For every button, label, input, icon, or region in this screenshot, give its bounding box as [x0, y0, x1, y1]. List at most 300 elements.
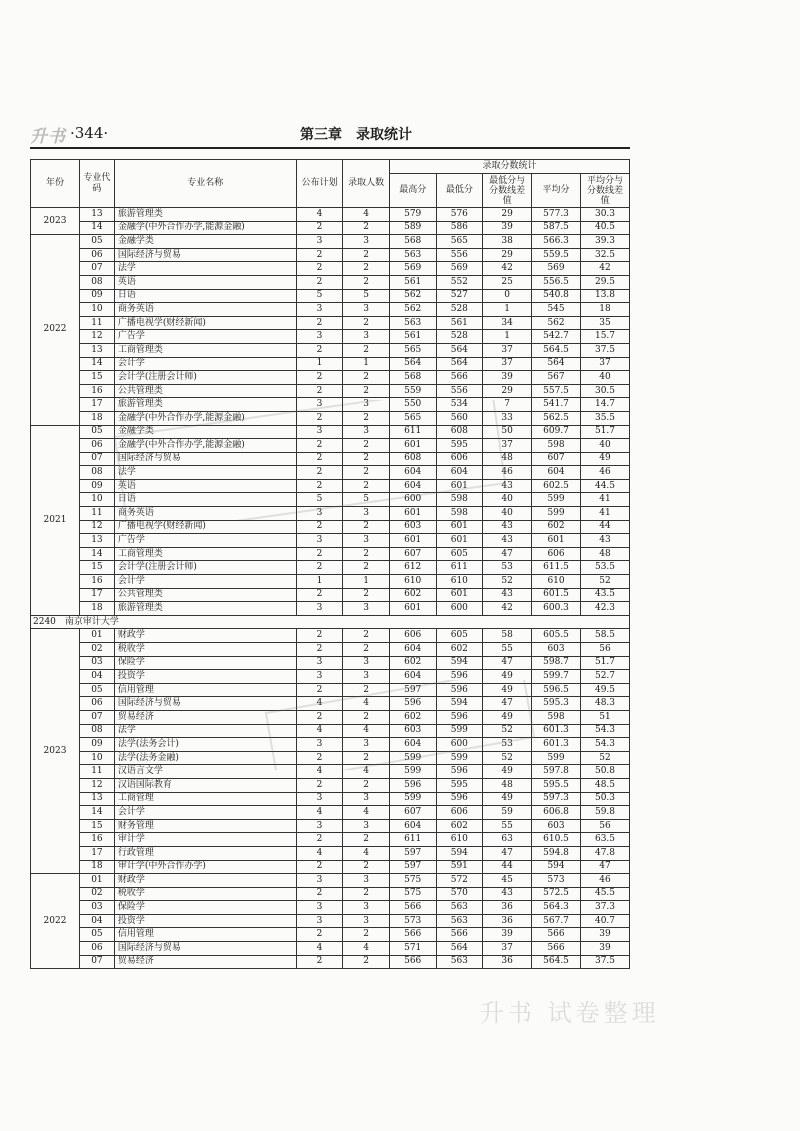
- cell-name: 公共管理类: [114, 588, 296, 602]
- cell-admitted: 2: [343, 588, 390, 602]
- table-row: [31, 479, 630, 493]
- cell-name: 广播电视学(财经新闻): [114, 520, 296, 534]
- cell-min: 564: [436, 942, 483, 956]
- cell-max: 563: [389, 316, 436, 330]
- cell-avg: 569: [532, 262, 581, 276]
- cell-code: 03: [79, 656, 114, 670]
- cell-max: 597: [389, 860, 436, 874]
- cell-name: 金融学类: [114, 425, 296, 439]
- cell-plan: 2: [296, 928, 343, 942]
- cell-admitted: 1: [343, 575, 390, 589]
- cell-max: 596: [389, 697, 436, 711]
- table-row: [31, 738, 630, 752]
- cell-min-diff: 34: [483, 316, 532, 330]
- cell-code: 08: [79, 724, 114, 738]
- cell-admitted: 2: [343, 343, 390, 357]
- table-row: [31, 411, 630, 425]
- cell-max: 611: [389, 833, 436, 847]
- cell-min: 600: [436, 602, 483, 616]
- cell-plan: 2: [296, 547, 343, 561]
- cell-avg: 566: [532, 928, 581, 942]
- cell-admitted: 3: [343, 738, 390, 752]
- cell-code: 08: [79, 466, 114, 480]
- cell-max: 566: [389, 901, 436, 915]
- table-row: [31, 806, 630, 820]
- table-row: [31, 534, 630, 548]
- cell-max: 571: [389, 942, 436, 956]
- cell-code: 14: [79, 806, 114, 820]
- table-row: [31, 371, 630, 385]
- cell-avg-diff: 56: [581, 819, 630, 833]
- table-row: [31, 697, 630, 711]
- cell-avg: 564.3: [532, 901, 581, 915]
- year-cell: 2023: [31, 629, 80, 874]
- cell-min-diff: 36: [483, 914, 532, 928]
- cell-avg: 599.7: [532, 670, 581, 684]
- cell-min-diff: 36: [483, 955, 532, 969]
- cell-plan: 2: [296, 479, 343, 493]
- cell-admitted: 2: [343, 955, 390, 969]
- cell-code: 13: [79, 792, 114, 806]
- cell-min-diff: 55: [483, 643, 532, 657]
- cell-avg-diff: 44.5: [581, 479, 630, 493]
- table-row: [31, 778, 630, 792]
- cell-max: 602: [389, 656, 436, 670]
- cell-min-diff: 29: [483, 208, 532, 222]
- cell-admitted: 2: [343, 928, 390, 942]
- cell-name: 审计学(中外合作办学): [114, 860, 296, 874]
- cell-admitted: 5: [343, 493, 390, 507]
- cell-avg-diff: 47: [581, 860, 630, 874]
- cell-min-diff: 39: [483, 221, 532, 235]
- col-min-diff: 最低分与分数线差值: [483, 174, 532, 208]
- cell-avg: 559.5: [532, 248, 581, 262]
- cell-max: 597: [389, 683, 436, 697]
- cell-max: 611: [389, 425, 436, 439]
- cell-avg: 600.3: [532, 602, 581, 616]
- cell-avg-diff: 58.5: [581, 629, 630, 643]
- cell-max: 599: [389, 792, 436, 806]
- cell-min: 552: [436, 275, 483, 289]
- cell-avg-diff: 37.5: [581, 955, 630, 969]
- cell-min: 598: [436, 493, 483, 507]
- cell-avg-diff: 52: [581, 751, 630, 765]
- cell-plan: 2: [296, 316, 343, 330]
- cell-plan: 3: [296, 738, 343, 752]
- cell-admitted: 3: [343, 819, 390, 833]
- cell-plan: 3: [296, 792, 343, 806]
- cell-avg-diff: 18: [581, 303, 630, 317]
- cell-avg: 610.5: [532, 833, 581, 847]
- cell-name: 审计学: [114, 833, 296, 847]
- cell-avg: 545: [532, 303, 581, 317]
- cell-min: 604: [436, 466, 483, 480]
- cell-min: 576: [436, 208, 483, 222]
- cell-min: 566: [436, 928, 483, 942]
- cell-min-diff: 55: [483, 819, 532, 833]
- cell-plan: 2: [296, 452, 343, 466]
- cell-avg-diff: 39.3: [581, 235, 630, 249]
- cell-name: 汉语国际教育: [114, 778, 296, 792]
- cell-avg: 566.3: [532, 235, 581, 249]
- table-row: [31, 683, 630, 697]
- cell-min-diff: 7: [483, 398, 532, 412]
- cell-avg-diff: 39: [581, 928, 630, 942]
- cell-name: 工商管理: [114, 792, 296, 806]
- cell-avg-diff: 40: [581, 439, 630, 453]
- cell-min-diff: 52: [483, 575, 532, 589]
- cell-max: 602: [389, 588, 436, 602]
- cell-name: 行政管理: [114, 846, 296, 860]
- cell-avg: 564.5: [532, 955, 581, 969]
- cell-plan: 3: [296, 901, 343, 915]
- cell-plan: 2: [296, 384, 343, 398]
- cell-plan: 4: [296, 724, 343, 738]
- table-row: [31, 208, 630, 222]
- cell-plan: 3: [296, 398, 343, 412]
- cell-admitted: 1: [343, 357, 390, 371]
- cell-avg: 540.8: [532, 289, 581, 303]
- page-number: ·344·: [70, 124, 109, 142]
- cell-max: 610: [389, 575, 436, 589]
- cell-code: 12: [79, 520, 114, 534]
- cell-avg: 599: [532, 751, 581, 765]
- cell-avg: 603: [532, 643, 581, 657]
- table-row: [31, 425, 630, 439]
- cell-avg-diff: 46: [581, 466, 630, 480]
- cell-avg: 556.5: [532, 275, 581, 289]
- col-plan: 公布计划: [296, 160, 343, 208]
- cell-min-diff: 37: [483, 942, 532, 956]
- cell-admitted: 5: [343, 289, 390, 303]
- cell-admitted: 2: [343, 710, 390, 724]
- cell-code: 14: [79, 357, 114, 371]
- cell-min: 565: [436, 235, 483, 249]
- cell-min: 605: [436, 629, 483, 643]
- cell-admitted: 2: [343, 643, 390, 657]
- cell-min-diff: 1: [483, 330, 532, 344]
- cell-plan: 4: [296, 846, 343, 860]
- cell-max: 573: [389, 914, 436, 928]
- cell-code: 08: [79, 275, 114, 289]
- cell-admitted: 2: [343, 751, 390, 765]
- cell-code: 09: [79, 738, 114, 752]
- cell-code: 16: [79, 833, 114, 847]
- cell-admitted: 4: [343, 724, 390, 738]
- cell-admitted: 3: [343, 792, 390, 806]
- table-row: [31, 439, 630, 453]
- cell-name: 税收学: [114, 643, 296, 657]
- table-row: [31, 316, 630, 330]
- cell-avg: 602: [532, 520, 581, 534]
- cell-plan: 2: [296, 833, 343, 847]
- cell-plan: 5: [296, 289, 343, 303]
- cell-name: 信用管理: [114, 683, 296, 697]
- table-row: [31, 629, 630, 643]
- cell-plan: 3: [296, 330, 343, 344]
- cell-avg-diff: 54.3: [581, 724, 630, 738]
- cell-plan: 2: [296, 710, 343, 724]
- cell-name: 广告学: [114, 534, 296, 548]
- cell-min: 602: [436, 643, 483, 657]
- table-row: [31, 819, 630, 833]
- cell-plan: 2: [296, 629, 343, 643]
- col-code: 专业代码: [79, 160, 114, 208]
- cell-max: 604: [389, 670, 436, 684]
- page-header: [30, 118, 630, 150]
- cell-min-diff: 43: [483, 887, 532, 901]
- cell-code: 12: [79, 330, 114, 344]
- cell-admitted: 3: [343, 507, 390, 521]
- cell-code: 05: [79, 235, 114, 249]
- cell-admitted: 3: [343, 914, 390, 928]
- cell-admitted: 2: [343, 887, 390, 901]
- cell-max: 566: [389, 928, 436, 942]
- cell-name: 旅游管理类: [114, 398, 296, 412]
- year-cell: 2021: [31, 425, 80, 615]
- cell-avg-diff: 35: [581, 316, 630, 330]
- cell-admitted: 3: [343, 303, 390, 317]
- cell-code: 06: [79, 439, 114, 453]
- cell-avg-diff: 40.7: [581, 914, 630, 928]
- cell-code: 06: [79, 248, 114, 262]
- cell-max: 575: [389, 874, 436, 888]
- cell-admitted: 3: [343, 534, 390, 548]
- cell-min-diff: 36: [483, 901, 532, 915]
- cell-min: 605: [436, 547, 483, 561]
- cell-max: 562: [389, 303, 436, 317]
- cell-max: 604: [389, 643, 436, 657]
- cell-name: 金融学(中外合作办学,能源金融): [114, 221, 296, 235]
- cell-max: 612: [389, 561, 436, 575]
- cell-admitted: 3: [343, 901, 390, 915]
- cell-min-diff: 0: [483, 289, 532, 303]
- cell-avg-diff: 63.5: [581, 833, 630, 847]
- cell-name: 国际经济与贸易: [114, 248, 296, 262]
- table-row: [31, 466, 630, 480]
- cell-name: 英语: [114, 275, 296, 289]
- cell-min-diff: 49: [483, 710, 532, 724]
- cell-plan: 4: [296, 765, 343, 779]
- cell-plan: 2: [296, 955, 343, 969]
- cell-admitted: 2: [343, 561, 390, 575]
- cell-name: 财政学: [114, 629, 296, 643]
- table-row: [31, 656, 630, 670]
- cell-admitted: 2: [343, 479, 390, 493]
- cell-code: 07: [79, 262, 114, 276]
- cell-avg-diff: 51: [581, 710, 630, 724]
- cell-min: 606: [436, 806, 483, 820]
- cell-avg-diff: 32.5: [581, 248, 630, 262]
- cell-min-diff: 1: [483, 303, 532, 317]
- cell-min-diff: 37: [483, 357, 532, 371]
- cell-min-diff: 29: [483, 384, 532, 398]
- cell-avg: 607: [532, 452, 581, 466]
- cell-avg-diff: 45.5: [581, 887, 630, 901]
- cell-min: 570: [436, 887, 483, 901]
- cell-avg: 601: [532, 534, 581, 548]
- cell-code: 17: [79, 846, 114, 860]
- cell-min: 564: [436, 343, 483, 357]
- cell-avg: 609.7: [532, 425, 581, 439]
- table-row: [31, 833, 630, 847]
- cell-avg: 562.5: [532, 411, 581, 425]
- cell-name: 汉语言文学: [114, 765, 296, 779]
- table-row: [31, 887, 630, 901]
- col-avg: 平均分: [532, 174, 581, 208]
- chapter-title: 第三章 录取统计: [300, 127, 412, 143]
- cell-name: 广告学: [114, 330, 296, 344]
- cell-avg-diff: 43: [581, 534, 630, 548]
- cell-min: 534: [436, 398, 483, 412]
- cell-min-diff: 58: [483, 629, 532, 643]
- cell-min-diff: 42: [483, 262, 532, 276]
- cell-avg: 567: [532, 371, 581, 385]
- table-row: [31, 792, 630, 806]
- cell-avg: 595.5: [532, 778, 581, 792]
- cell-avg: 562: [532, 316, 581, 330]
- cell-admitted: 2: [343, 411, 390, 425]
- cell-min-diff: 33: [483, 411, 532, 425]
- cell-code: 01: [79, 629, 114, 643]
- cell-min: 606: [436, 452, 483, 466]
- cell-min: 598: [436, 507, 483, 521]
- cell-plan: 2: [296, 860, 343, 874]
- table-row: [31, 561, 630, 575]
- cell-min: 599: [436, 751, 483, 765]
- cell-min: 556: [436, 384, 483, 398]
- cell-avg-diff: 59.8: [581, 806, 630, 820]
- cell-code: 13: [79, 343, 114, 357]
- cell-name: 国际经济与贸易: [114, 697, 296, 711]
- cell-max: 600: [389, 493, 436, 507]
- cell-name: 日语: [114, 289, 296, 303]
- cell-max: 599: [389, 751, 436, 765]
- cell-min: 610: [436, 833, 483, 847]
- cell-avg-diff: 14.7: [581, 398, 630, 412]
- col-name: 专业名称: [114, 160, 296, 208]
- cell-name: 税收学: [114, 887, 296, 901]
- table-row: [31, 724, 630, 738]
- cell-min: 594: [436, 656, 483, 670]
- cell-code: 09: [79, 479, 114, 493]
- cell-code: 06: [79, 942, 114, 956]
- cell-avg-diff: 56: [581, 643, 630, 657]
- cell-avg: 596.5: [532, 683, 581, 697]
- cell-admitted: 4: [343, 846, 390, 860]
- cell-max: 606: [389, 629, 436, 643]
- cell-avg-diff: 51.7: [581, 656, 630, 670]
- cell-avg-diff: 50.3: [581, 792, 630, 806]
- cell-max: 565: [389, 343, 436, 357]
- cell-admitted: 4: [343, 806, 390, 820]
- cell-admitted: 2: [343, 384, 390, 398]
- cell-admitted: 2: [343, 778, 390, 792]
- cell-max: 603: [389, 520, 436, 534]
- cell-plan: 3: [296, 914, 343, 928]
- cell-max: 608: [389, 452, 436, 466]
- cell-code: 17: [79, 398, 114, 412]
- cell-avg-diff: 13.8: [581, 289, 630, 303]
- table-row: [31, 303, 630, 317]
- cell-code: 01: [79, 874, 114, 888]
- cell-max: 601: [389, 602, 436, 616]
- cell-avg: 594: [532, 860, 581, 874]
- cell-min: 601: [436, 588, 483, 602]
- cell-name: 广播电视学(财经新闻): [114, 316, 296, 330]
- cell-avg-diff: 47.8: [581, 846, 630, 860]
- cell-max: 601: [389, 507, 436, 521]
- cell-plan: 1: [296, 575, 343, 589]
- cell-max: 604: [389, 479, 436, 493]
- cell-code: 13: [79, 208, 114, 222]
- cell-name: 财政学: [114, 874, 296, 888]
- cell-code: 11: [79, 765, 114, 779]
- cell-max: 607: [389, 806, 436, 820]
- cell-avg-diff: 48.3: [581, 697, 630, 711]
- cell-avg: 573: [532, 874, 581, 888]
- cell-code: 11: [79, 507, 114, 521]
- table-row: [31, 262, 630, 276]
- cell-code: 16: [79, 384, 114, 398]
- cell-avg-diff: 48.5: [581, 778, 630, 792]
- cell-plan: 3: [296, 602, 343, 616]
- cell-plan: 2: [296, 751, 343, 765]
- watermark-text: 升书 试卷整理: [480, 999, 660, 1027]
- cell-avg: 595.3: [532, 697, 581, 711]
- cell-admitted: 2: [343, 316, 390, 330]
- cell-min-diff: 49: [483, 765, 532, 779]
- table-row: [31, 221, 630, 235]
- cell-admitted: 3: [343, 670, 390, 684]
- cell-plan: 2: [296, 643, 343, 657]
- cell-min: 601: [436, 534, 483, 548]
- table-row: [31, 275, 630, 289]
- cell-admitted: 2: [343, 466, 390, 480]
- cell-plan: 3: [296, 235, 343, 249]
- cell-avg-diff: 52.7: [581, 670, 630, 684]
- col-admitted: 录取人数: [343, 160, 390, 208]
- cell-avg-diff: 35.5: [581, 411, 630, 425]
- cell-code: 11: [79, 316, 114, 330]
- table-row: [31, 330, 630, 344]
- cell-avg: 601.5: [532, 588, 581, 602]
- table-row: [31, 493, 630, 507]
- cell-min-diff: 43: [483, 534, 532, 548]
- cell-name: 日语: [114, 493, 296, 507]
- cell-avg-diff: 51.7: [581, 425, 630, 439]
- table-row: [31, 384, 630, 398]
- cell-avg: 567.7: [532, 914, 581, 928]
- cell-min-diff: 43: [483, 520, 532, 534]
- cell-name: 英语: [114, 479, 296, 493]
- year-cell: 2022: [31, 874, 80, 969]
- cell-name: 保险学: [114, 901, 296, 915]
- cell-admitted: 4: [343, 765, 390, 779]
- col-year: 年份: [31, 160, 80, 208]
- cell-min: 594: [436, 697, 483, 711]
- cell-max: 561: [389, 330, 436, 344]
- cell-admitted: 2: [343, 248, 390, 262]
- cell-admitted: 2: [343, 833, 390, 847]
- cell-avg-diff: 30.5: [581, 384, 630, 398]
- cell-avg-diff: 41: [581, 507, 630, 521]
- cell-plan: 2: [296, 520, 343, 534]
- cell-max: 596: [389, 778, 436, 792]
- cell-plan: 2: [296, 887, 343, 901]
- cell-min-diff: 47: [483, 846, 532, 860]
- cell-admitted: 3: [343, 330, 390, 344]
